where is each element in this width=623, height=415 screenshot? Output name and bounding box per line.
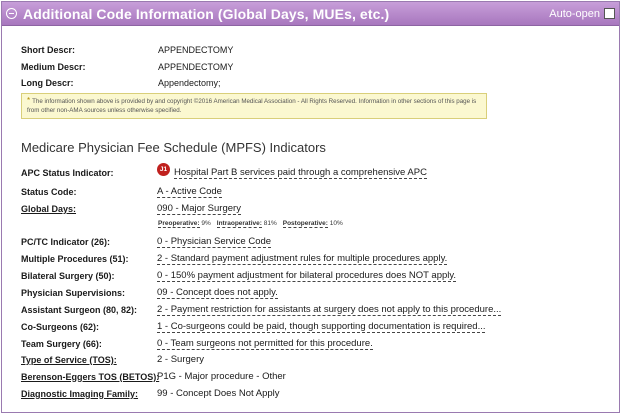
- long-descr-label: Long Descr:: [21, 78, 74, 88]
- status-code-value[interactable]: A - Active Code: [157, 186, 222, 197]
- intraop-value: 81%: [263, 220, 277, 227]
- short-descr-label: Short Descr:: [21, 45, 76, 55]
- apc-value[interactable]: Hospital Part B services paid through a comprehensive APC: [174, 166, 427, 178]
- tos-label[interactable]: Type of Service (TOS):: [21, 354, 117, 365]
- auto-open-checkbox[interactable]: [604, 8, 615, 19]
- multiple-procedures-label: Multiple Procedures (51):: [21, 254, 129, 264]
- notice-text: The information shown above is provided by and copyright ©2016 American Medical Association - All Rights Reserved. Information in other sections of this page is from other non-AMA sources unless otherwise specified.: [27, 98, 477, 114]
- asterisk-icon: *: [27, 96, 31, 105]
- medium-descr-row: [21, 62, 233, 72]
- imaging-family-row: [21, 388, 280, 399]
- intraop-label[interactable]: Intraoperative:: [216, 220, 262, 227]
- long-descr-value: Appendectomy;: [158, 78, 221, 88]
- code-info-panel: [1, 1, 620, 413]
- co-surgeons-row: [21, 321, 485, 333]
- tos-row: [21, 354, 204, 365]
- bilateral-value[interactable]: 0 - 150% payment adjustment for bilateral procedures does NOT apply.: [157, 270, 457, 281]
- assistant-surgeon-value[interactable]: 2 - Payment restriction for assistants at surgery does not apply to this procedure...: [157, 304, 502, 315]
- pctc-label: PC/TC Indicator (26):: [21, 237, 111, 247]
- supervisions-label: Physician Supervisions:: [21, 288, 126, 298]
- periop-breakdown: [158, 220, 343, 227]
- panel-title: Additional Code Information (Global Days, MUEs, etc.): [23, 5, 390, 22]
- betos-value: P1G - Major procedure - Other: [157, 371, 286, 382]
- multiple-procedures-value[interactable]: 2 - Standard payment adjustment rules for multiple procedures apply.: [157, 253, 448, 264]
- mpfs-section-title: Medicare Physician Fee Schedule (MPFS) Indicators: [21, 140, 326, 155]
- medium-descr-label: Medium Descr:: [21, 62, 86, 72]
- assistant-surgeon-row: [21, 304, 501, 316]
- betos-label[interactable]: Berenson-Eggers TOS (BETOS):: [21, 371, 160, 382]
- global-days-label[interactable]: Global Days:: [21, 204, 77, 214]
- team-surgery-value[interactable]: 0 - Team surgeons not permitted for this procedure.: [157, 338, 373, 349]
- imaging-family-label[interactable]: Diagnostic Imaging Family:: [21, 388, 139, 399]
- bilateral-label: Bilateral Surgery (50):: [21, 271, 115, 281]
- long-descr-row: [21, 78, 221, 88]
- medium-descr-value: APPENDECTOMY: [158, 62, 234, 72]
- imaging-family-value: 99 - Concept Does Not Apply: [157, 388, 280, 399]
- betos-row: [21, 371, 286, 382]
- supervisions-row: [21, 287, 278, 299]
- pctc-row: [21, 236, 271, 248]
- apc-badge-icon: J1: [157, 163, 170, 176]
- postop-value: 10%: [329, 220, 343, 227]
- team-surgery-row: [21, 338, 373, 350]
- short-descr-row: [21, 45, 233, 55]
- ama-copyright-notice: [21, 93, 487, 119]
- pctc-value[interactable]: 0 - Physician Service Code: [157, 236, 272, 247]
- status-code-row: [21, 186, 222, 198]
- auto-open-label: Auto-open: [549, 7, 600, 20]
- apc-row: [21, 166, 427, 179]
- preop-value: 9%: [201, 220, 211, 227]
- status-code-label: Status Code:: [21, 187, 77, 197]
- collapse-icon[interactable]: [6, 8, 17, 19]
- postop-label[interactable]: Postoperative:: [282, 220, 328, 227]
- supervisions-value[interactable]: 09 - Concept does not apply.: [157, 287, 278, 298]
- global-days-row: [21, 203, 241, 215]
- bilateral-row: [21, 270, 456, 282]
- co-surgeons-value[interactable]: 1 - Co-surgeons could be paid, though supporting documentation is required...: [157, 321, 486, 332]
- panel-header[interactable]: [2, 2, 619, 26]
- auto-open-toggle[interactable]: [549, 8, 615, 20]
- team-surgery-label: Team Surgery (66):: [21, 339, 102, 349]
- assistant-surgeon-label: Assistant Surgeon (80, 82):: [21, 305, 138, 315]
- apc-label: APC Status Indicator:: [21, 167, 114, 178]
- tos-value: 2 - Surgery: [157, 354, 204, 365]
- short-descr-value: APPENDECTOMY: [158, 45, 234, 55]
- co-surgeons-label: Co-Surgeons (62):: [21, 322, 100, 332]
- global-days-value[interactable]: 090 - Major Surgery: [157, 203, 241, 214]
- preop-label[interactable]: Preoperative:: [158, 220, 200, 227]
- multiple-procedures-row: [21, 253, 447, 265]
